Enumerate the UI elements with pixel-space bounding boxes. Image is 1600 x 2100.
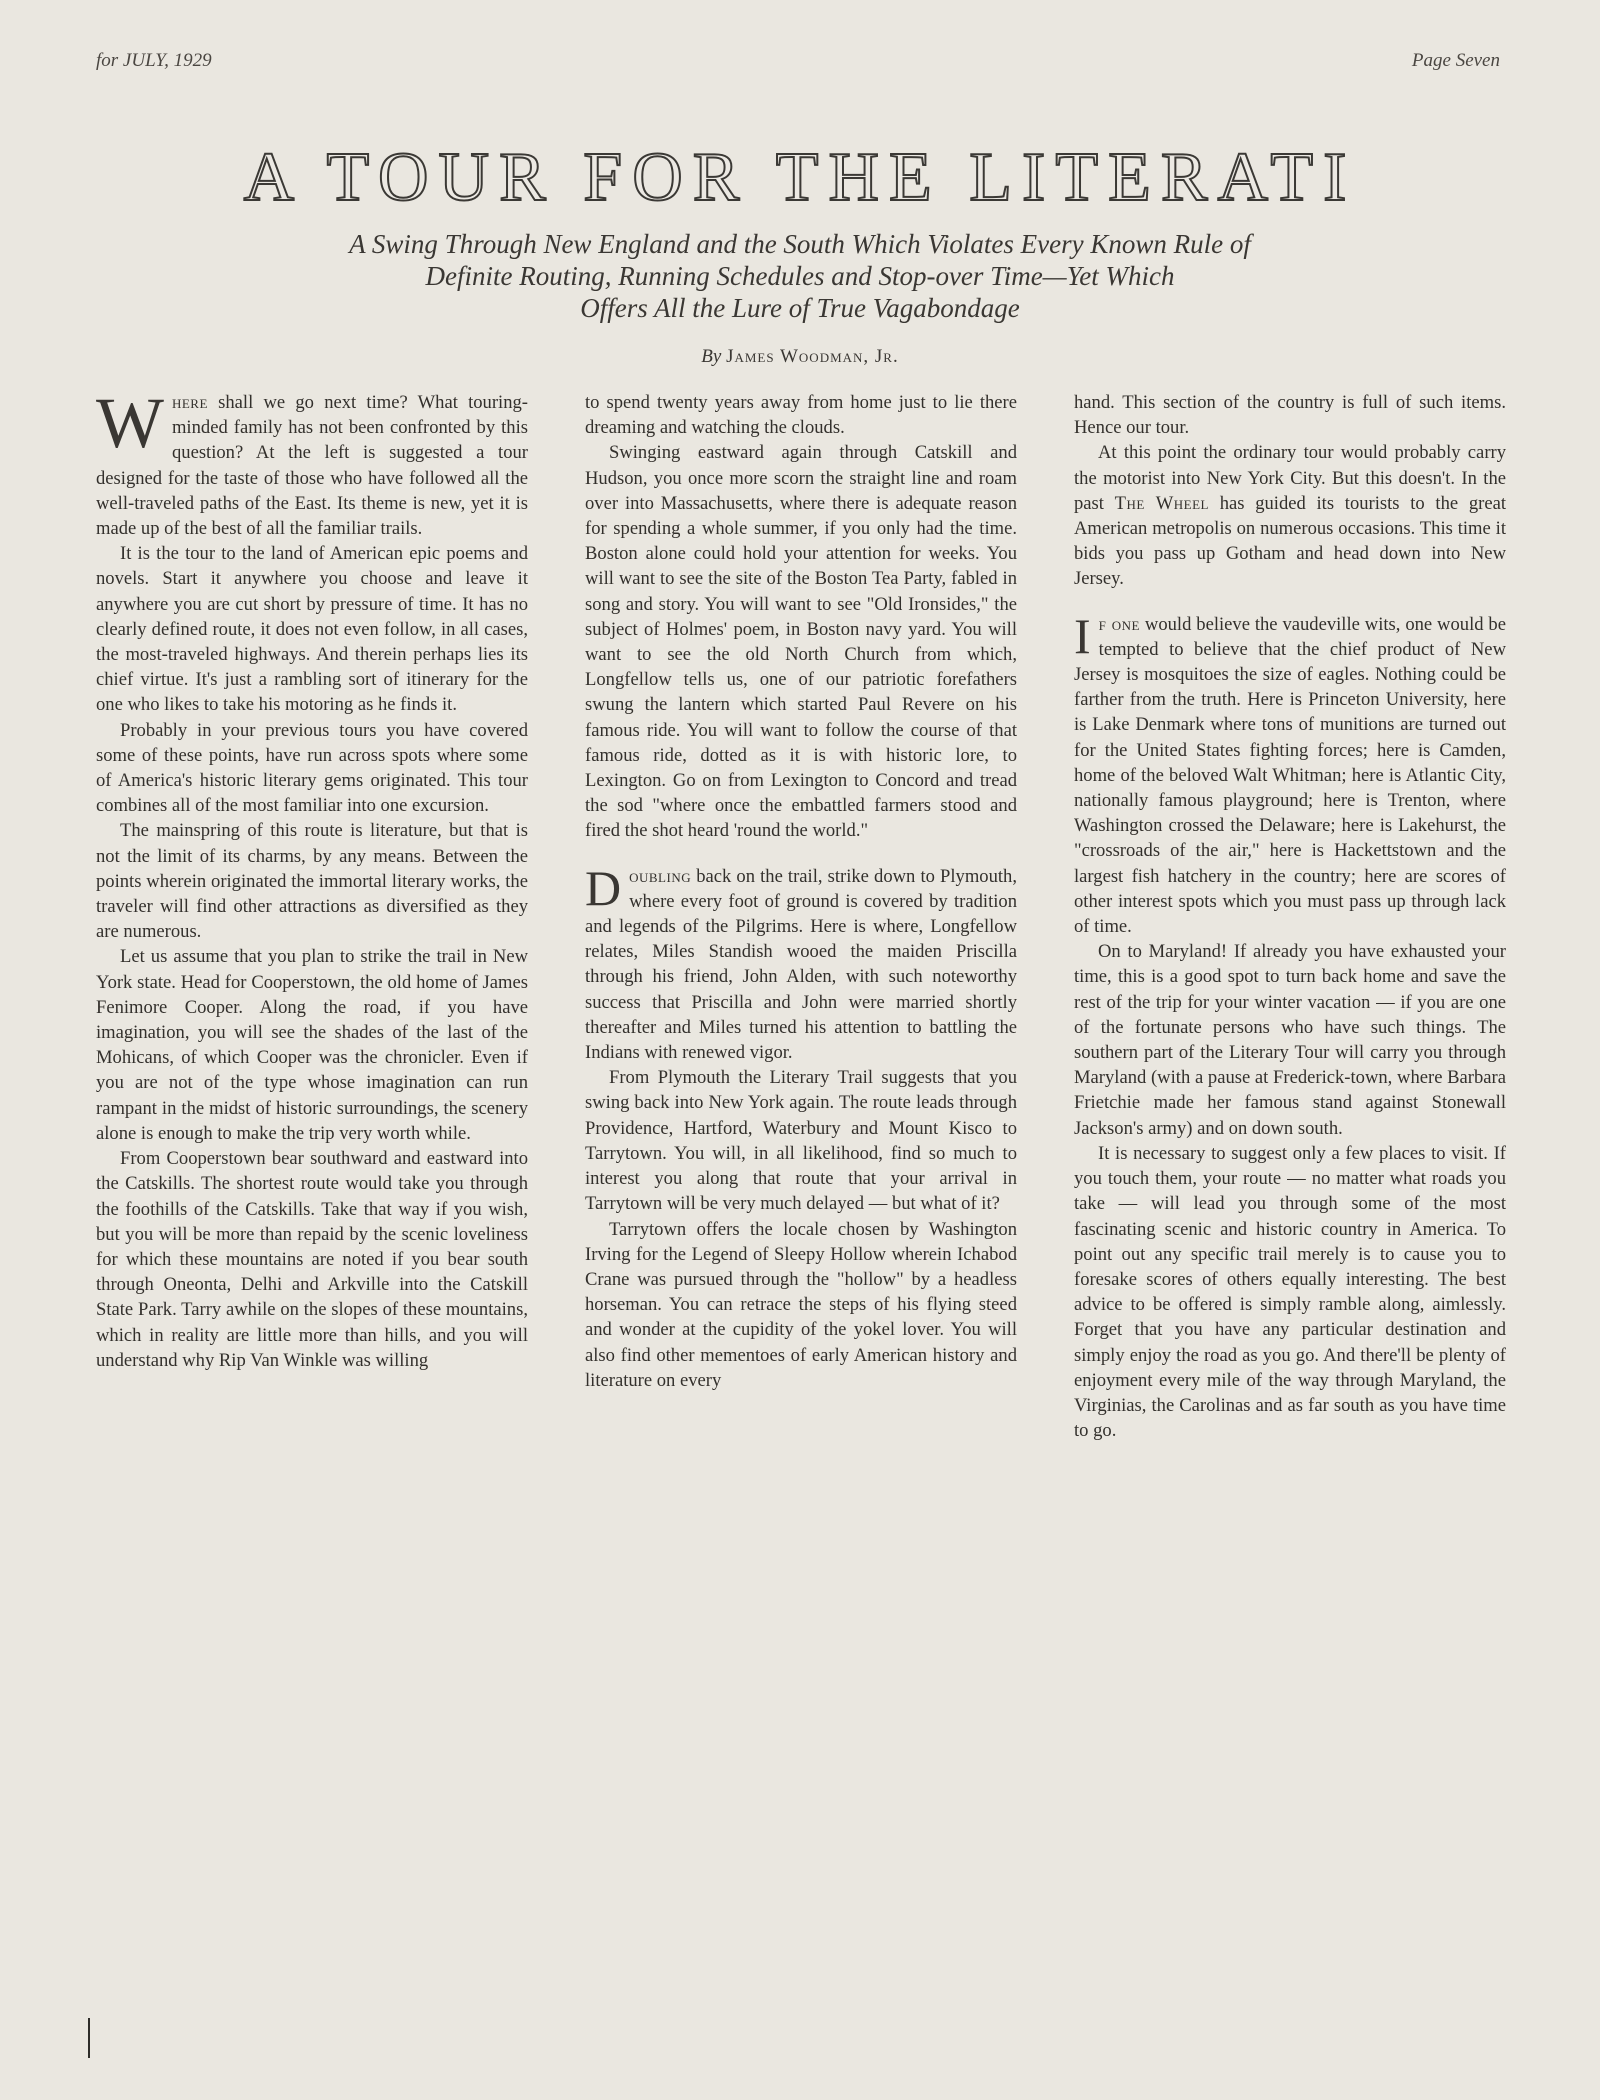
paragraph: On to Maryland! If already you have exhausted your time, this is a good spot to turn back home and save the rest of the trip for your winter vacation — if you are one of the fortunate persons who have such things. The southern part of the Literary Tour will carry you through Maryland (with a pause at Frederick-town, where Barbara Frietchie made her famous stand against Stonewall Jackson's army) and on down south. — [1074, 941, 1506, 1139]
article-subtitle — [200, 228, 1400, 324]
running-head-page-number: Page Seven — [1411, 50, 1500, 71]
lead-in: here — [171, 392, 208, 413]
column-3 — [1074, 390, 1506, 2080]
paragraph-text: back on the trail, strike down to Plymouth, where every foot of ground is covered by tradition and legends of the Pilgrims. Here is where, Longfellow relates, Miles Standish wooed the maiden Priscilla through his friend, John Alden, with such noteworthy success that Priscilla and John were married shortly thereafter and Miles turned his attention to battling the Indians with renewed vigor. — [585, 865, 1017, 1064]
paragraph: The mainspring of this route is literature, but that is not the limit of its charms, by any means. Between the points wherein originated the immortal literary works, the traveler will find other attractions as diversified as they are numerous. — [96, 820, 528, 943]
paragraph: From Plymouth the Literary Trail suggests that you swing back into New York again. The route leads through Providence, Hartford, Waterbury and Mount Kisco to Tarrytown. You will, in all likelihood, find so much to interest you along that route that your arrival in Tarrytown will be very much delayed — but what of it? — [585, 1067, 1017, 1215]
paragraph: to spend twenty years away from home just to lie there dreaming and watching the clouds. — [585, 392, 1017, 439]
paragraph: Swinging eastward again through Catskill and Hudson, you once more scorn the straight line and roam over into Massachusetts, where there is adequate reason for spending a whole summer, if you only had the time. Boston alone could hold your attention for weeks. You will want to see the site of the Boston Tea Party, fabled in song and story. You will want to see "Old Ironsides," the subject of Holmes' poem, in Boston navy yard. You will want to see the old North Church from which, Longfellow tells us, one of our patriotic forefathers swung the lantern which started Paul Revere on his famous ride. You will want to follow the course of that famous ride, dotted as it is with historic lore, to Lexington. Go on from Lexington to Concord and tread the sod "where once the embattled farmers stood and fired the shot heard 'round the world." — [585, 442, 1017, 842]
paragraph: hand. This section of the country is full of such items. Hence our tour. — [1074, 392, 1506, 439]
paragraph-text: has guided its tourists to the great American metropolis on numerous occasions. This time it bids you pass up Gotham and head down into New Jersey. — [1074, 492, 1507, 590]
byline-prefix: By — [701, 346, 722, 367]
lead-in: f one — [1098, 613, 1140, 635]
drop-cap: D — [585, 859, 622, 916]
paragraph: From Cooperstown bear southward and eastward into the Catskills. The shortest route would take you through the foothills of the Catskills. Take that way if you wish, but you will be more than repaid by the scenic loveliness for which these mountains are noted if you bear south through Oneonta, Delhi and Arkville into the Catskill State Park. Tarry awhile on the slopes of these mountains, which in reality are little more than hills, and you will understand why Rip Van Winkle was willing — [96, 1148, 528, 1371]
subtitle-line-2: Definite Routing, Running Schedules and Stop-over Time—Yet Which — [425, 261, 1175, 291]
column-1 — [96, 383, 528, 2080]
paragraph: It is necessary to suggest only a few places to visit. If you touch them, your route — no matter what roads you take — will lead you through some of the most fascinating scenic and historic country in America. To point out any specific trail merely is to cause you to foresake scores of others equally interesting. The best advice to be offered is simply ramble along, aimlessly. Forget that you have any particular destination and simply enjoy the road as you go. And there'll be plenty of enjoyment every mile of the way through Maryland, the Virginias, the Carolinas and as far south as you have time to go. — [1074, 1142, 1506, 1442]
lead-in: oubling — [629, 865, 692, 887]
byline — [0, 346, 1600, 368]
magazine-name: The Wheel — [1114, 492, 1209, 514]
drop-cap: I — [1074, 607, 1091, 664]
paragraph-text: At this point the ordinary tour would probably carry the motorist into New York City. But this doesn't. In the past — [1074, 442, 1506, 514]
paragraph: Probably in your previous tours you have covered some of these points, have run across spots where some of America's historic literary gems originated. This tour combines all of the most familiar into one excursion. — [96, 719, 528, 817]
subtitle-line-1: A Swing Through New England and the South Which Violates Every Known Rule of — [349, 229, 1251, 259]
subtitle-line-3: Offers All the Lure of True Vagabondage — [580, 293, 1020, 323]
drop-cap: W — [96, 383, 164, 463]
paragraph — [585, 859, 1017, 1066]
margin-mark — [88, 2018, 90, 2058]
article-title: A TOUR FOR THE LITERATI — [243, 139, 1357, 216]
article-body — [96, 383, 1507, 2080]
paragraph — [1074, 607, 1506, 940]
author-name: James Woodman, Jr. — [726, 346, 899, 367]
paragraph — [1074, 440, 1506, 591]
paragraph-text: shall we go next time? What touring-minded family has not been confronted by this question? At the left is suggested a tour designed for the taste of those who have followed all the well-traveled paths of the East. Its theme is new, yet it is made up of the best of all the familiar trails. — [96, 392, 528, 540]
paragraph — [96, 383, 528, 541]
running-head-date: for JULY, 1929 — [96, 50, 212, 71]
paragraph: It is the tour to the land of American epic poems and novels. Start it anywhere you choose and leave it anywhere you are cut short by pressure of time. It has no clearly defined route, it does not even follow, in all cases, the most-traveled highways. And therein perhaps lies its chief virtue. It's just a rambling sort of itinerary for the one who likes to take his motoring as he finds it. — [96, 543, 528, 716]
paragraph-text: would believe the vaudeville wits, one would be tempted to believe that the chief product of New Jersey is mosquitoes the size of eagles. Nothing could be farther from the truth. Here is Princeton University, here is Lake Denmark where tons of munitions are turned out for the United States fighting forces; here is Camden, home of the beloved Walt Whitman; here is Atlantic City, nationally famous playground; here is Trenton, where Washington crossed the Delaware; here is Lakehurst, the "crossroads of the air," here is Hackettstown and the largest fish hatchery in the country; here are scores of other interest spots which you must pass up through lack of time. — [1074, 613, 1506, 938]
column-2 — [585, 390, 1017, 2080]
paragraph: Tarrytown offers the locale chosen by Washington Irving for the Legend of Sleepy Hollow wherein Ichabod Crane was pursued through the "hollow" by a headless horseman. You can retrace the steps of his flying steed and wonder at the cupidity of the yokel lover. You will also find other mementoes of early American history and literature on every — [585, 1218, 1017, 1391]
paragraph: Let us assume that you plan to strike the trail in New York state. Head for Cooperstown, the old home of James Fenimore Cooper. Along the road, if you have imagination, you will see the shades of the last of the Mohicans, of which Cooper was the chronicler. Even if you are not of the type whose imagination can run rampant in the midst of historic surroundings, the scenery alone is enough to make the trip very worth while. — [96, 946, 528, 1144]
